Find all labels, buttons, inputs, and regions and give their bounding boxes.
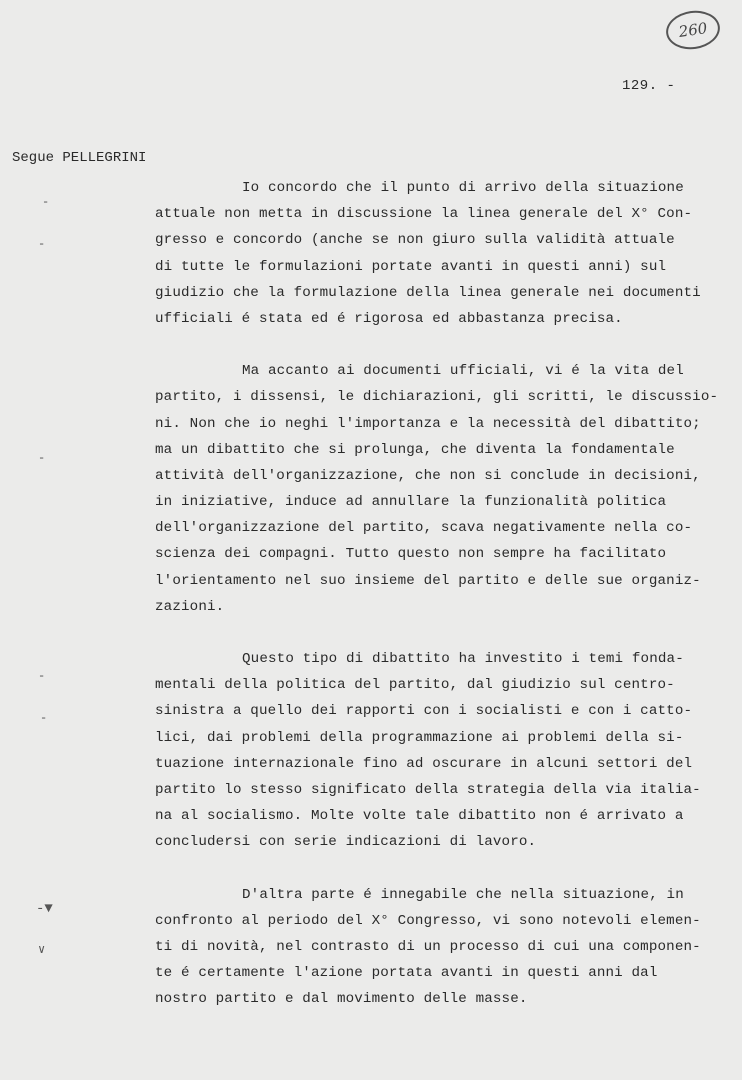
paragraph-1 [155, 175, 715, 332]
paragraph-3 [155, 646, 715, 856]
text-line: D'altra parte é innegabile che nella situazione, in [242, 886, 684, 903]
margin-mark: - [38, 669, 46, 683]
text-line: partito lo stesso significato della strategia della via italia- [155, 781, 701, 798]
text-line: partito, i dissensi, le dichiarazioni, gli scritti, le discussio- [155, 389, 719, 406]
paragraph-4 [155, 882, 715, 1013]
margin-mark: - [40, 711, 48, 725]
margin-mark: - [38, 237, 46, 251]
text-line: na al socialismo. Molte volte tale dibattito non é arrivato a [155, 808, 684, 825]
margin-mark: ∨ [38, 943, 46, 957]
text-line: te é certamente l'azione portata avanti in questi anni dal [155, 965, 658, 982]
text-line: ti di novità, nel contrasto di un processo di cui una componen- [155, 938, 701, 955]
text-line: tuazione internazionale fino ad oscurare in alcuni settori del [155, 755, 693, 772]
page-stamp: 260 [664, 7, 723, 52]
text-line: sinistra a quello dei rapporti con i socialisti e con i catto- [155, 703, 693, 720]
text-line: ma un dibattito che si prolunga, che diventa la fondamentale [155, 441, 675, 458]
text-line: gresso e concordo (anche se non giuro sulla validità attuale [155, 232, 675, 249]
text-line: Questo tipo di dibattito ha investito i temi fonda- [242, 651, 684, 667]
text-line: dell'organizzazione del partito, scava negativamente nella co- [155, 520, 693, 537]
text-line: mentali della politica del partito, dal giudizio sul centro- [155, 677, 675, 694]
paragraph-2 [155, 358, 719, 620]
text-line: di tutte le formulazioni portate avanti in questi anni) sul [155, 258, 667, 275]
text-line: scienza dei compagni. Tutto questo non sempre ha facilitato [155, 546, 667, 563]
text-line: ufficiali é stata ed é rigorosa ed abbastanza precisa. [155, 310, 623, 327]
text-line: attività dell'organizzazione, che non si conclude in decisioni, [155, 467, 701, 484]
text-line: ni. Non che io neghi l'importanza e la necessità del dibattito; [155, 415, 701, 432]
body-text [155, 175, 719, 1012]
margin-mark: - [42, 195, 50, 209]
margin-mark: - [38, 451, 46, 465]
text-line: in iniziative, induce ad annullare la funzionalità politica [155, 494, 667, 511]
text-line: Ma accanto ai documenti ufficiali, vi é la vita del [242, 363, 684, 380]
text-line: nostro partito e dal movimento delle masse. [155, 991, 528, 1008]
text-line: l'orientamento nel suo insieme del partito e delle sue organiz- [155, 572, 701, 589]
text-line: concludersi con serie indicazioni di lavoro. [155, 834, 537, 851]
text-line: zazioni. [155, 598, 225, 615]
text-line: confronto al periodo del X° Congresso, vi sono notevoli elemen- [155, 912, 701, 929]
text-line: lici, dai problemi della programmazione ai problemi della si- [155, 729, 684, 746]
page-number: 129. - [622, 78, 676, 94]
margin-mark: -▼ [36, 901, 53, 917]
text-line: attuale non metta in discussione la linea generale del X° Con- [155, 206, 693, 223]
text-line: Io concordo che il punto di arrivo della situazione [242, 180, 684, 196]
text-line: giudizio che la formulazione della linea generale nei documenti [155, 284, 701, 301]
speaker-heading: Segue PELLEGRINI [12, 150, 147, 166]
